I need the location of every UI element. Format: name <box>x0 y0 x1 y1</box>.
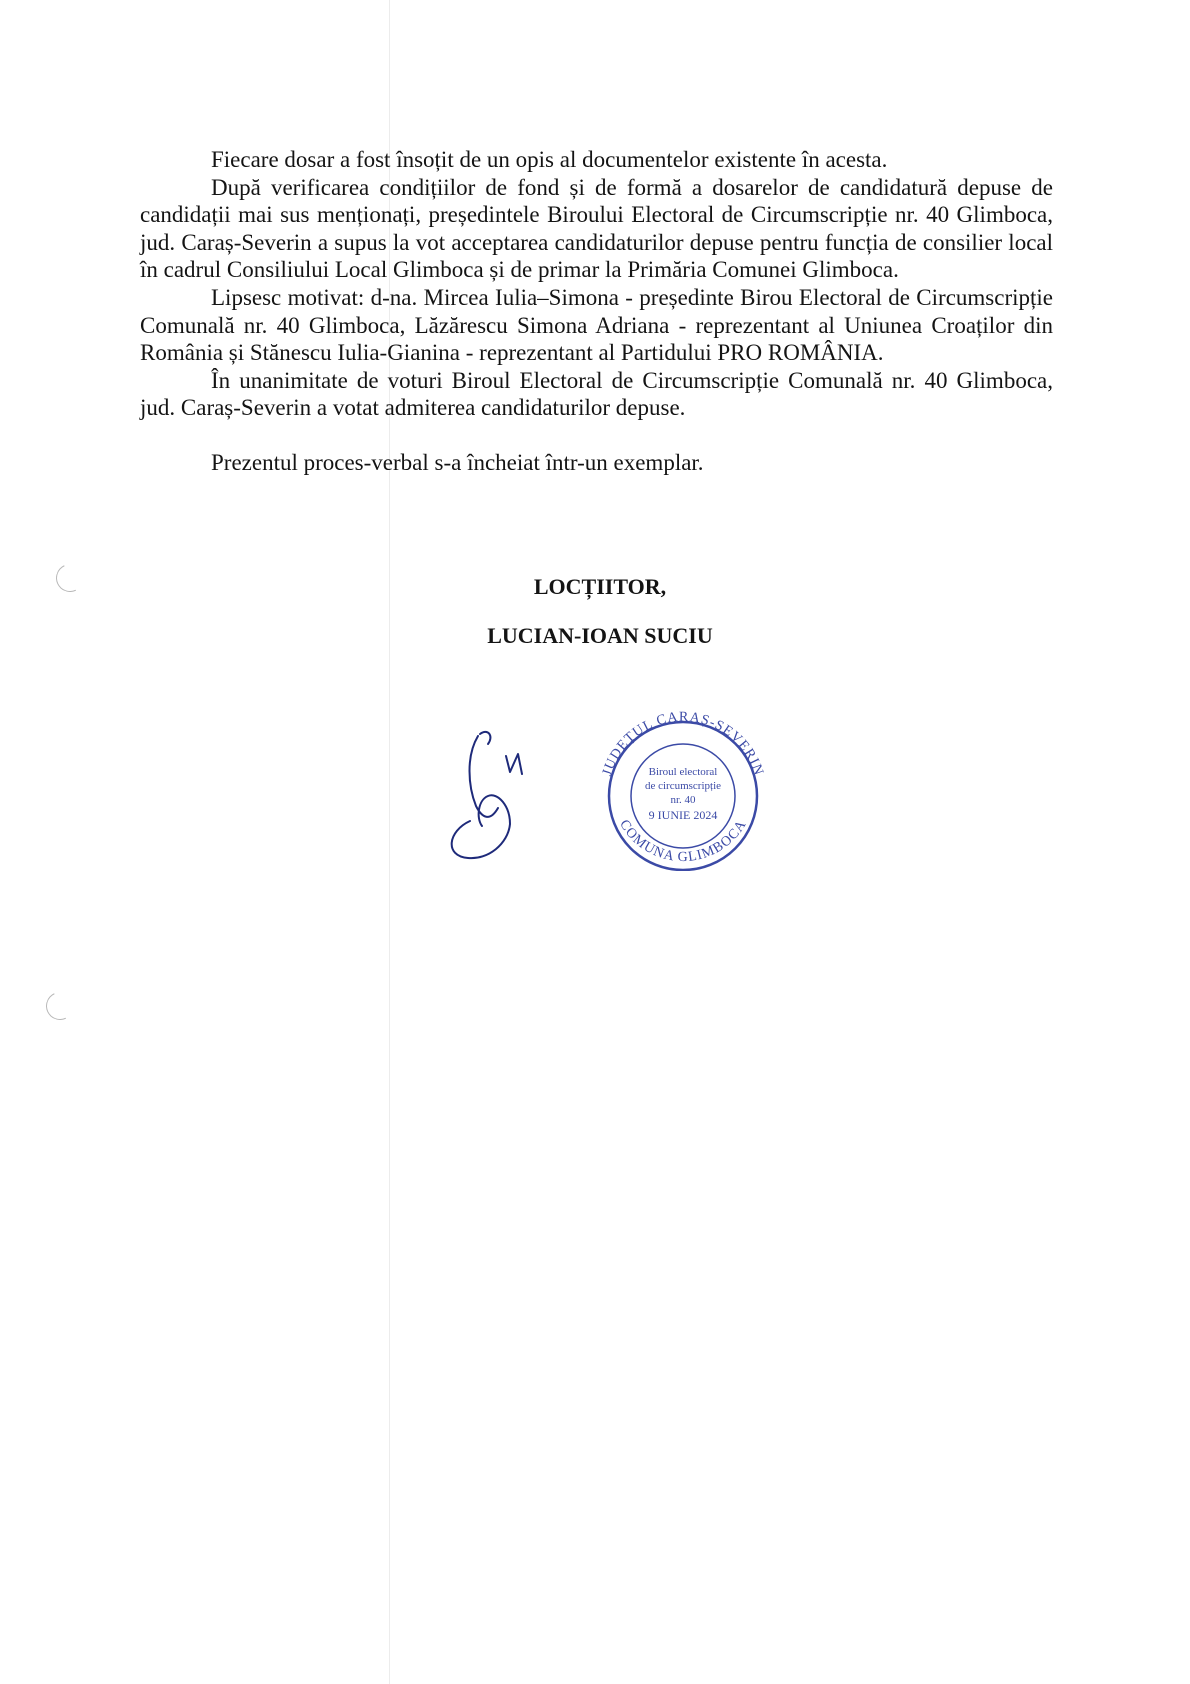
stamp-line-3: nr. 40 <box>670 794 696 806</box>
signatory-role: LOCȚIITOR, <box>533 574 667 599</box>
stamp-date: 9 IUNIE 2024 <box>648 808 718 822</box>
paragraph-opis: Fiecare dosar a fost însoțit de un opis al documentelor existente în acesta. <box>211 147 888 172</box>
signatory-name: LUCIAN-IOAN SUCIU <box>487 623 713 648</box>
paragraph-absenti: Lipsesc motivat: d-na. Mircea Iulia–Simona - președinte Birou Electoral de Circumscripție Comunală nr. 40 Glimboca, Lăzărescu Simona Adriana - reprezentant al Uniunea Croaților din România și Stănescu Iulia-Gianina - reprezentant al Partidului PRO ROMÂNIA. <box>140 284 1053 366</box>
paragraph-incheiere: Prezentul proces-verbal s-a încheiat într-un exemplar. <box>211 449 704 475</box>
stamp-outer-bottom: COMUNA GLIMBOCA <box>616 817 750 866</box>
document-body <box>140 146 1053 477</box>
paragraph-vot: În unanimitate de voturi Biroul Electoral de Circumscripție Comunală nr. 40 Glimboca, jud. Caraș-Severin a votat admiterea candidaturilor depuse. <box>140 367 1053 421</box>
stamp-line-1: Biroul electoral <box>648 766 718 778</box>
handwritten-signature <box>448 726 558 866</box>
paragraph-verificare: După verificarea condițiilor de fond și de formă a dosarelor de candidatură depuse de candidații mai sus menționați, președintele Biroului Electoral de Circumscripție nr. 40 Glimboca, jud. Caraș-Severin a supus la vot acceptarea candidaturilor depuse pentru funcția de consilier local în cadrul Consiliului Local Glimboca și de primar la Primăria Comunei Glimboca. <box>140 174 1053 283</box>
stamp-line-2: de circumscripție <box>644 780 722 792</box>
svg-text:COMUNA GLIMBOCA <box>616 817 750 865</box>
round-stamp <box>588 701 778 871</box>
stamp-outer-top: JUDEȚUL CARAȘ-SEVERIN <box>599 709 767 778</box>
